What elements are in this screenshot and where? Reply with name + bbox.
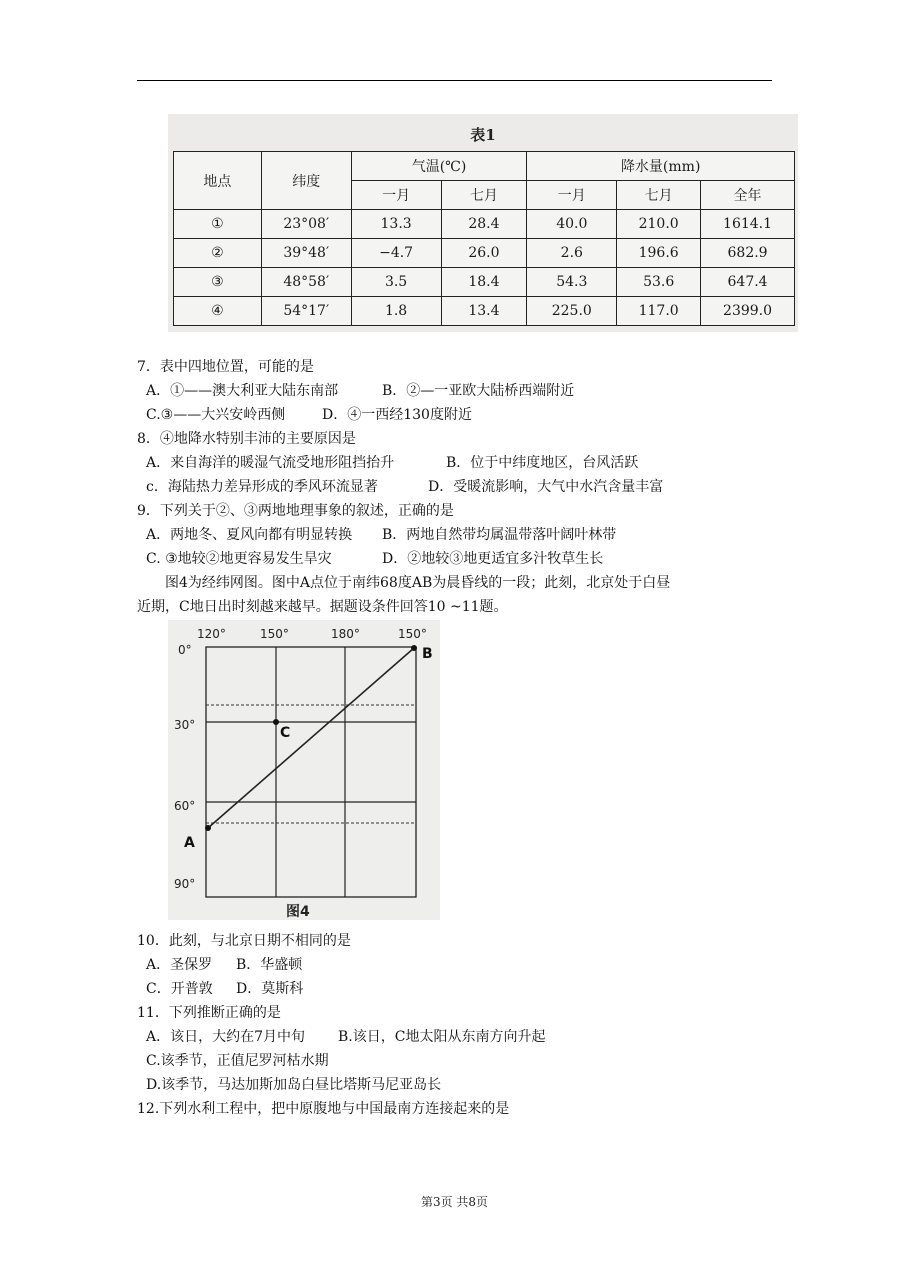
cell-p-jul: 53.6 <box>617 268 701 297</box>
cell-place: ③ <box>174 268 262 297</box>
intro-line-2: 近期，C地日出时刻越来越早。据题设条件回答10 ~11题。 <box>137 599 508 615</box>
question-9-stem: 9．下列关于②、③两地地理事象的叙述，正确的是 <box>137 503 454 519</box>
question-11-option-a: A．该日，大约在7月中旬 <box>146 1029 306 1045</box>
cell-p-jul: 196.6 <box>617 239 701 268</box>
table-row <box>174 297 795 326</box>
header-temp-jul: 七月 <box>441 181 527 210</box>
table-row <box>174 210 795 239</box>
header-latitude: 纬度 <box>261 152 351 210</box>
table-title: 表1 <box>470 126 496 144</box>
question-8-option-d: D．受暖流影响，大气中水汽含量丰富 <box>428 479 664 495</box>
question-11-option-c: C.该季节，正值尼罗河枯水期 <box>146 1053 329 1069</box>
question-9-option-b: B．两地自然带均属温带落叶阔叶林带 <box>382 527 617 543</box>
cell-p-jul: 117.0 <box>617 297 701 326</box>
latitude-label: 30° <box>174 718 196 732</box>
cell-t-jul: 28.4 <box>441 210 527 239</box>
cell-lat: 54°17′ <box>261 297 351 326</box>
point-c-marker <box>273 719 279 725</box>
cell-t-jan: 13.3 <box>351 210 441 239</box>
header-temp-jan: 一月 <box>351 181 441 210</box>
header-rule <box>137 80 772 81</box>
cell-p-jan: 2.6 <box>527 239 617 268</box>
header-prec-year: 全年 <box>701 181 795 210</box>
header-place: 地点 <box>174 152 262 210</box>
cell-p-year: 682.9 <box>701 239 795 268</box>
cell-t-jan: 3.5 <box>351 268 441 297</box>
question-10-option-c: C．开普敦 <box>146 981 213 997</box>
cell-t-jan: −4.7 <box>351 239 441 268</box>
question-10-stem: 10．此刻，与北京日期不相同的是 <box>137 933 351 949</box>
cell-t-jul: 13.4 <box>441 297 527 326</box>
point-b-label: B <box>422 646 433 662</box>
graticule-diagram <box>168 620 440 920</box>
question-9-option-c: C. ③地较②地更容易发生旱灾 <box>146 551 332 567</box>
question-9-option-d: D．②地较③地更适宜多汁牧草生长 <box>382 551 604 567</box>
intro-paragraph <box>137 571 777 619</box>
longitude-label: 180° <box>331 627 360 641</box>
cell-p-year: 1614.1 <box>701 210 795 239</box>
question-11-option-d: D.该季节，马达加斯加岛白昼比塔斯马尼亚岛长 <box>146 1077 442 1093</box>
cell-p-jul: 210.0 <box>617 210 701 239</box>
cell-p-jan: 40.0 <box>527 210 617 239</box>
figure-caption: 图4 <box>286 904 310 920</box>
question-9-option-a: A．两地冬、夏风向都有明显转换 <box>146 527 353 543</box>
table-row <box>174 239 795 268</box>
cell-p-year: 647.4 <box>701 268 795 297</box>
question-11-stem: 11．下列推断正确的是 <box>137 1005 281 1021</box>
terminator-line-ab <box>208 648 414 828</box>
cell-p-year: 2399.0 <box>701 297 795 326</box>
cell-t-jul: 26.0 <box>441 239 527 268</box>
figure-4 <box>168 620 440 920</box>
page-footer: 第3页 共8页 <box>420 1195 489 1209</box>
cell-place: ① <box>174 210 262 239</box>
question-7-option-a: A．①——澳大利亚大陆东南部 <box>146 383 339 399</box>
longitude-label: 150° <box>260 627 289 641</box>
point-b-marker <box>411 645 417 651</box>
latitude-label: 90° <box>174 877 196 891</box>
question-8-option-b: B．位于中纬度地区，台风活跃 <box>446 455 639 471</box>
cell-t-jul: 18.4 <box>441 268 527 297</box>
longitude-label: 150° <box>398 627 427 641</box>
intro-line-1: 图4为经纬网图。图中A点位于南纬68度AB为晨昏线的一段；此刻，北京处于白昼 <box>165 575 671 591</box>
cell-t-jan: 1.8 <box>351 297 441 326</box>
question-8-stem: 8．④地降水特别丰沛的主要原因是 <box>137 431 356 447</box>
climate-table <box>173 151 795 326</box>
cell-p-jan: 54.3 <box>527 268 617 297</box>
latitude-label: 60° <box>174 799 196 813</box>
question-10-option-a: A．圣保罗 <box>146 957 213 973</box>
cell-place: ② <box>174 239 262 268</box>
question-10-option-d: D．莫斯科 <box>236 981 304 997</box>
question-11-option-b: B.该日，C地太阳从东南方向升起 <box>338 1029 546 1045</box>
question-8-option-a: A．来自海洋的暖湿气流受地形阻挡抬升 <box>146 455 395 471</box>
table-1 <box>168 114 798 332</box>
question-10-option-b: B．华盛顿 <box>236 957 303 973</box>
header-prec-jul: 七月 <box>617 181 701 210</box>
question-12-stem: 12.下列水利工程中，把中原腹地与中国最南方连接起来的是 <box>137 1101 510 1117</box>
point-a-marker <box>205 825 211 831</box>
point-a-label: A <box>184 835 195 851</box>
cell-place: ④ <box>174 297 262 326</box>
header-temperature: 气温(℃) <box>351 152 527 181</box>
header-precipitation: 降水量(mm) <box>527 152 795 181</box>
question-7-stem: 7．表中四地位置，可能的是 <box>137 359 314 375</box>
map-frame <box>206 647 416 897</box>
cell-lat: 23°08′ <box>261 210 351 239</box>
cell-p-jan: 225.0 <box>527 297 617 326</box>
question-7-option-c: C.③——大兴安岭西侧 <box>146 407 286 423</box>
question-7-option-b: B．②—一亚欧大陆桥西端附近 <box>382 383 575 399</box>
table-row <box>174 268 795 297</box>
cell-lat: 48°58′ <box>261 268 351 297</box>
header-prec-jan: 一月 <box>527 181 617 210</box>
latitude-label: 0° <box>178 643 192 657</box>
question-7-option-d: D．④一西经130度附近 <box>322 407 472 423</box>
longitude-label: 120° <box>197 627 226 641</box>
cell-lat: 39°48′ <box>261 239 351 268</box>
point-c-label: C <box>280 725 291 741</box>
question-8-option-c: c．海陆热力差异形成的季风环流显著 <box>146 479 378 495</box>
